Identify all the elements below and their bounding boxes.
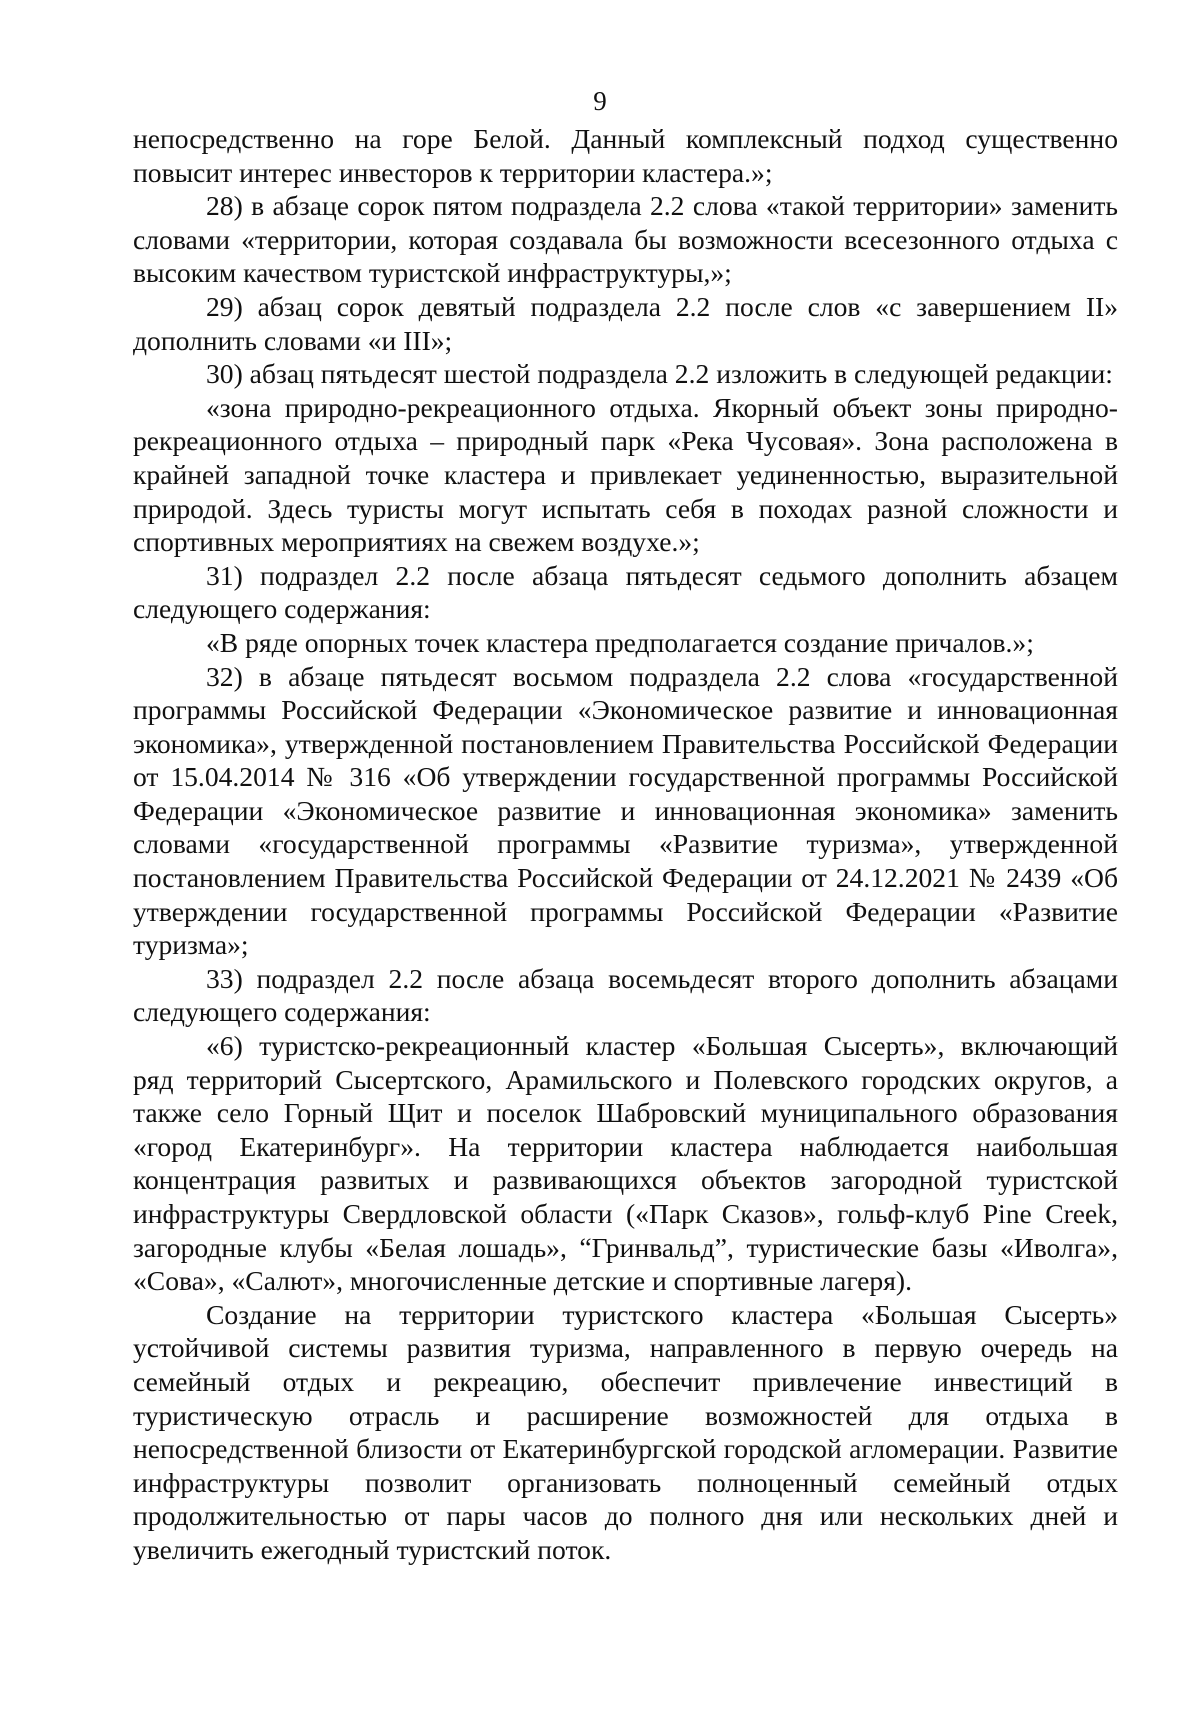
page-number: 9 bbox=[593, 86, 607, 116]
paragraph-item-31: 31) подраздел 2.2 после абзаца пятьдесят седьмого дополнить абзацем следующего содержания: bbox=[133, 559, 1118, 625]
paragraph-item-28: 28) в абзаце сорок пятом подраздела 2.2 слова «такой территории» заменить словами «территории, которая создавала бы возможности всесезонного отдыха с высоким качеством туристской инфраструктуры,»; bbox=[133, 190, 1118, 289]
paragraph-item-33: 33) подраздел 2.2 после абзаца восемьдесят второго дополнить абзацами следующего содержания: bbox=[133, 962, 1118, 1028]
paragraph-item-32: 32) в абзаце пятьдесят восьмом подраздела 2.2 слова «государственной программы Российской Федерации «Экономическое развитие и инновационная экономика», утвержденной постановлением Правительства Российской Федерации от 15.04.2014 № 316 «Об утверждении государственной программы Российской Федерации «Экономическое развитие и инновационная экономика» заменить словами «государственной программы «Развитие туризма», утвержденной постановлением Правительства Российской Федерации от 24.12.2021 № 2439 «Об утверждении государственной программы Российской Федерации «Развитие туризма»; bbox=[133, 660, 1118, 961]
paragraph-continuation: непосредственно на горе Белой. Данный комплексный подход существенно повысит интерес инвесторов к территории кластера.»; bbox=[133, 123, 1118, 188]
document-body bbox=[133, 122, 1118, 1567]
paragraph-item-29: 29) абзац сорок девятый подраздела 2.2 после слов «с завершением II» дополнить словами «и III»; bbox=[133, 290, 1118, 356]
paragraph-item-30: 30) абзац пятьдесят шестой подраздела 2.2 изложить в следующей редакции: bbox=[206, 358, 1113, 390]
paragraph-quote-cluster-6: «6) туристско-рекреационный кластер «Большая Сысерть», включающий ряд территорий Сысертского, Арамильского и Полевского городских округов, а также село Горный Щит и поселок Шабровский муниципального образования «город Екатеринбург». На территории кластера наблюдается наибольшая концентрация развитых и развивающихся объектов загородной туристской инфраструктуры Свердловской области («Парк Сказов», гольф-клуб Pine Creek, загородные клубы «Белая лошадь», “Гринвальд”, туристические базы «Иволга», «Сова», «Салют», многочисленные детские и спортивные лагеря). bbox=[133, 1030, 1118, 1297]
paragraph-quote-moorings: «В ряде опорных точек кластера предполагается создание причалов.»; bbox=[206, 626, 1034, 658]
paragraph-cluster-development: Создание на территории туристского кластера «Большая Сысерть» устойчивой системы развития туризма, направленного в первую очередь на семейный отдых и рекреацию, обеспечит привлечение инвестиций в туристическую отрасль и расширение возможностей для отдыха в непосредственной близости от Екатеринбургской городской агломерации. Развитие инфраструктуры позволит организовать полноценный семейный отдых продолжительностью от пары часов до полного дня или нескольких дней и увеличить ежегодный туристский поток. bbox=[133, 1298, 1118, 1565]
paragraph-quote-recreation-zone: «зона природно-рекреационного отдыха. Якорный объект зоны природно-рекреационного отдыха – природный парк «Река Чусовая». Зона расположена в крайней западной точке кластера и привлекает уединенностью, выразительной природой. Здесь туристы могут испытать себя в походах разной сложности и спортивных мероприятиях на свежем воздухе.»; bbox=[133, 391, 1118, 558]
